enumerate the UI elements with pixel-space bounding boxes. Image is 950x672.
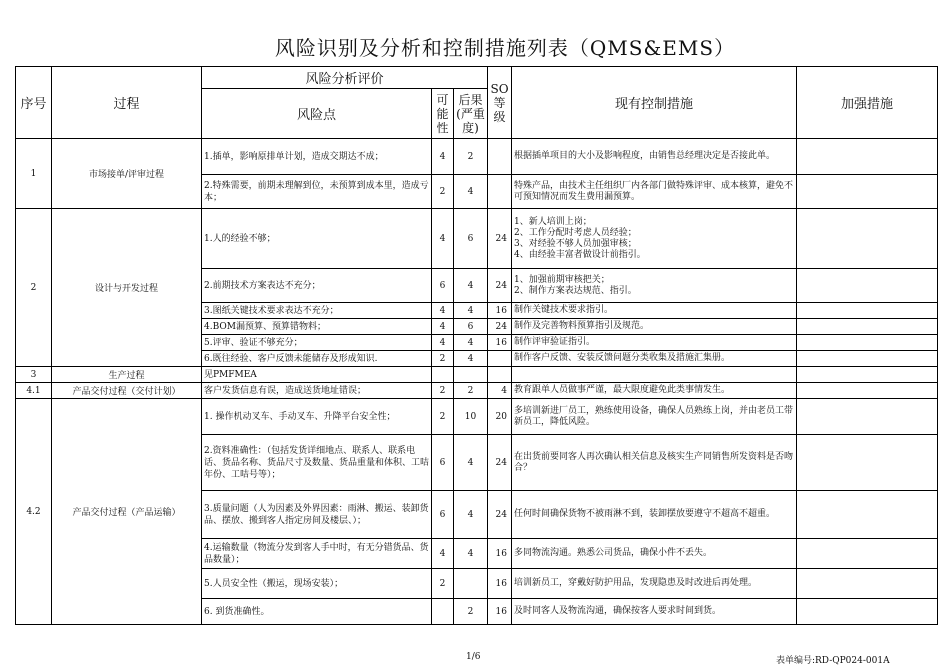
controls-cell — [512, 435, 797, 491]
control-line: 培训新员工，穿戴好防护用品，发现隐患及时改进后再处理。 — [514, 578, 758, 588]
consequence-cell: 4 — [454, 351, 488, 367]
enhance-cell — [797, 209, 938, 269]
controls-cell — [512, 269, 797, 303]
risk-point-cell: 5.人员安全性（搬运，现场安装）； — [202, 569, 432, 599]
possibility-cell: 4 — [432, 539, 454, 569]
consequence-cell: 4 — [454, 303, 488, 319]
possibility-cell: 6 — [432, 269, 454, 303]
risk-point-cell: 4.运输数量（物流分发到客人手中时，有无分错货品、货品数量）； — [202, 539, 432, 569]
control-line: 2、工作分配时考虑人员经验； — [514, 227, 637, 238]
risk-point-cell: 2.资料准确性：（包括发货详细地点、联系人、联系电话、货品名称、货品尺寸及数量、货品重量和体积、工咭年份、工咭号等）； — [202, 435, 432, 491]
controls-cell — [512, 139, 797, 175]
header-consequence: 后果(严重度) — [454, 89, 488, 139]
control-line: 2、制作方案表达规范、指引。 — [514, 285, 637, 296]
header-process: 过程 — [52, 67, 202, 139]
risk-point-cell: 3.图纸关键技术要求表达不充分； — [202, 303, 432, 319]
enhance-cell — [797, 269, 938, 303]
table-row — [16, 399, 938, 435]
enhance-cell — [797, 303, 938, 319]
controls-cell — [512, 491, 797, 539]
level-cell — [488, 351, 512, 367]
page-number: 1/6 — [466, 652, 481, 662]
seq-cell: 2 — [16, 209, 52, 367]
control-line: 1、加强前期审核把关； — [514, 274, 610, 285]
level-cell: 16 — [488, 539, 512, 569]
header-risk-point: 风险点 — [202, 89, 432, 139]
enhance-cell — [797, 539, 938, 569]
possibility-cell: 4 — [432, 335, 454, 351]
risk-point-cell: 2.特殊需要，前期未理解到位，未预算到成本里，造成亏本； — [202, 175, 432, 209]
consequence-cell: 4 — [454, 269, 488, 303]
enhance-cell — [797, 569, 938, 599]
consequence-cell: 2 — [454, 599, 488, 625]
level-cell: 24 — [488, 491, 512, 539]
process-cell: 设计与开发过程 — [52, 209, 202, 367]
seq-cell: 4.2 — [16, 399, 52, 625]
consequence-cell — [454, 367, 488, 383]
table-row — [16, 383, 938, 399]
possibility-cell: 4 — [432, 319, 454, 335]
control-line: 及时同客人及物流沟通，确保按客人要求时间到货。 — [514, 606, 722, 616]
risk-point-cell: 4.BOM漏预算、预算错物料； — [202, 319, 432, 335]
controls-cell — [512, 175, 797, 209]
enhance-cell — [797, 399, 938, 435]
possibility-cell: 4 — [432, 139, 454, 175]
possibility-cell: 2 — [432, 399, 454, 435]
consequence-cell: 4 — [454, 539, 488, 569]
enhance-cell — [797, 139, 938, 175]
control-line: 特殊产品，由技术主任组织厂内各部门做特殊评审、成本核算，避免不可预知情况而发生费用漏预算。 — [514, 180, 794, 202]
controls-cell — [512, 539, 797, 569]
risk-point-cell: 1. 操作机动叉车、手动叉车、升降平台安全性； — [202, 399, 432, 435]
risk-point-cell: 6.既往经验、客户反馈未能储存及形成知识. — [202, 351, 432, 367]
level-cell: 24 — [488, 435, 512, 491]
level-cell: 24 — [488, 319, 512, 335]
level-cell: 16 — [488, 569, 512, 599]
risk-point-cell: 5.评审、验证不够充分； — [202, 335, 432, 351]
enhance-cell — [797, 599, 938, 625]
control-line: 在出货前要同客人再次确认相关信息及核实生产同销售所发资料是否吻合？ — [514, 451, 794, 473]
controls-cell — [512, 319, 797, 335]
consequence-cell: 4 — [454, 491, 488, 539]
enhance-cell — [797, 491, 938, 539]
header-possibility: 可能性 — [432, 89, 454, 139]
controls-cell — [512, 399, 797, 435]
control-line: 任何时间确保货物不被雨淋不到，装卸摆放要遵守不超高不超重。 — [514, 509, 776, 519]
seq-cell: 1 — [16, 139, 52, 209]
possibility-cell — [432, 599, 454, 625]
possibility-cell: 2 — [432, 351, 454, 367]
level-cell: 24 — [488, 269, 512, 303]
control-line: 制作评审验证指引。 — [514, 337, 596, 347]
risk-point-cell: 见PMFMEA — [202, 367, 432, 383]
enhance-cell — [797, 335, 938, 351]
form-number: 表单编号:RD-QP024-001A — [776, 656, 890, 666]
controls-cell — [512, 351, 797, 367]
controls-cell — [512, 303, 797, 319]
header-risk-eval: 风险分析评价 — [202, 67, 488, 89]
consequence-cell: 4 — [454, 435, 488, 491]
risk-point-cell: 3.质量问题（人为因素及外界因素：雨淋、搬运、装卸货品、摆放、搬到客人指定房间及楼层、）； — [202, 491, 432, 539]
seq-cell: 4.1 — [16, 383, 52, 399]
level-cell: 16 — [488, 599, 512, 625]
consequence-cell: 10 — [454, 399, 488, 435]
process-cell: 产品交付过程（产品运输） — [52, 399, 202, 625]
control-line: 制作客户反馈、安装反馈问题分类收集及措施汇集册。 — [514, 353, 731, 363]
control-line: 制作及完善物料预算指引及规范。 — [514, 321, 650, 331]
possibility-cell — [432, 367, 454, 383]
possibility-cell: 2 — [432, 175, 454, 209]
controls-cell — [512, 209, 797, 269]
possibility-cell: 4 — [432, 303, 454, 319]
consequence-cell: 2 — [454, 383, 488, 399]
enhance-cell — [797, 367, 938, 383]
header-controls: 现有控制措施 — [512, 67, 797, 139]
level-cell: 16 — [488, 303, 512, 319]
level-cell: 16 — [488, 335, 512, 351]
table-row — [16, 209, 938, 269]
risk-point-cell: 6. 到货准确性。 — [202, 599, 432, 625]
control-line: 制作关键技术要求指引。 — [514, 305, 614, 315]
level-cell — [488, 175, 512, 209]
controls-cell — [512, 367, 797, 383]
possibility-cell: 2 — [432, 383, 454, 399]
level-cell — [488, 139, 512, 175]
controls-cell — [512, 383, 797, 399]
table-row — [16, 139, 938, 175]
process-cell: 产品交付过程（交付计划） — [52, 383, 202, 399]
table-row — [16, 367, 938, 383]
risk-table — [15, 66, 938, 625]
enhance-cell — [797, 435, 938, 491]
consequence-cell — [454, 569, 488, 599]
risk-point-cell: 1.人的经验不够； — [202, 209, 432, 269]
enhance-cell — [797, 175, 938, 209]
header-seq: 序号 — [16, 67, 52, 139]
risk-point-cell: 客户发货信息有误，造成送货地址错误； — [202, 383, 432, 399]
enhance-cell — [797, 351, 938, 367]
control-line: 1、新人培训上岗； — [514, 216, 592, 227]
page-title: 风险识别及分析和控制措施列表（QMS&EMS） — [274, 36, 736, 60]
possibility-cell: 4 — [432, 209, 454, 269]
control-line: 4、由经验丰富者做设计前指引。 — [514, 249, 646, 260]
level-cell: 20 — [488, 399, 512, 435]
risk-table-body — [16, 139, 938, 625]
control-line: 3、对经验不够人员加强审核； — [514, 238, 637, 249]
header-level: SO等级 — [488, 67, 512, 139]
control-line: 根据插单项目的大小及影响程度，由销售总经理决定是否接此单。 — [514, 151, 776, 161]
consequence-cell: 2 — [454, 139, 488, 175]
controls-cell — [512, 569, 797, 599]
header-enhance: 加强措施 — [797, 67, 938, 139]
risk-point-cell: 2.前期技术方案表达不充分； — [202, 269, 432, 303]
level-cell — [488, 367, 512, 383]
possibility-cell: 6 — [432, 491, 454, 539]
risk-point-cell: 1.插单，影响原排单计划，造成交期达不成； — [202, 139, 432, 175]
controls-cell — [512, 335, 797, 351]
consequence-cell: 6 — [454, 319, 488, 335]
control-line: 教育跟单人员做事严谨，最大限度避免此类事情发生。 — [514, 385, 731, 395]
process-cell: 生产过程 — [52, 367, 202, 383]
possibility-cell: 6 — [432, 435, 454, 491]
controls-cell — [512, 599, 797, 625]
level-cell: 4 — [488, 383, 512, 399]
control-line: 多同物流沟通。熟悉公司货品，确保小件不丢失。 — [514, 548, 713, 558]
possibility-cell: 2 — [432, 569, 454, 599]
consequence-cell: 4 — [454, 335, 488, 351]
control-line: 多培训新进厂员工，熟练使用设备，确保人员熟练上岗，并由老员工带新员工，降低风险。 — [514, 405, 794, 427]
seq-cell: 3 — [16, 367, 52, 383]
consequence-cell: 6 — [454, 209, 488, 269]
enhance-cell — [797, 319, 938, 335]
process-cell: 市场接单/评审过程 — [52, 139, 202, 209]
enhance-cell — [797, 383, 938, 399]
consequence-cell: 4 — [454, 175, 488, 209]
level-cell: 24 — [488, 209, 512, 269]
